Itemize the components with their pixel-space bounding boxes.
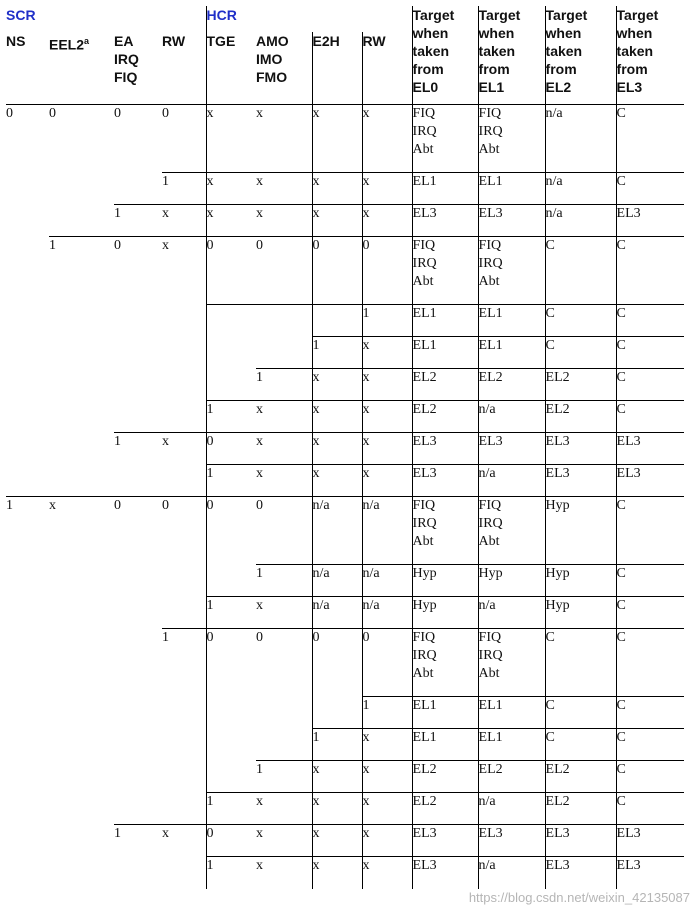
cell-eel2 xyxy=(49,465,114,497)
cell-target-el1: EL1 xyxy=(478,697,545,729)
cell-scr-rw: 1 xyxy=(162,173,206,205)
cell-target-el0: EL1 xyxy=(412,729,478,761)
cell-e2h: n/a xyxy=(312,497,362,565)
cell-eel2 xyxy=(49,433,114,465)
cell-target-el0: EL1 xyxy=(412,305,478,337)
cell-scr-rw: x xyxy=(162,205,206,237)
cell-ns xyxy=(6,565,49,597)
cell-ns xyxy=(6,173,49,205)
cell-target-el3: C xyxy=(616,565,684,597)
cell-target-el3: C xyxy=(616,697,684,729)
cell-e2h: x xyxy=(312,465,362,497)
cell-tge: 0 xyxy=(206,629,256,697)
cell-e2h: x xyxy=(312,173,362,205)
cell-target-el3: C xyxy=(616,401,684,433)
cell-amo-imo-fmo: 0 xyxy=(256,497,312,565)
cell-target-el0: EL3 xyxy=(412,433,478,465)
cell-ns xyxy=(6,369,49,401)
cell-tge xyxy=(206,729,256,761)
cell-hcr-rw: 0 xyxy=(362,237,412,305)
cell-ea-irq-fiq xyxy=(114,401,162,433)
cell-amo-imo-fmo: x xyxy=(256,173,312,205)
cell-target-el3: EL3 xyxy=(616,825,684,857)
cell-e2h: 0 xyxy=(312,629,362,697)
table-row xyxy=(6,497,684,565)
cell-target-el1: n/a xyxy=(478,401,545,433)
cell-ns xyxy=(6,305,49,337)
cell-amo-imo-fmo: 1 xyxy=(256,369,312,401)
cell-target-el2: n/a xyxy=(545,173,616,205)
cell-amo-imo-fmo xyxy=(256,729,312,761)
cell-eel2 xyxy=(49,565,114,597)
cell-ns xyxy=(6,433,49,465)
cell-e2h xyxy=(312,697,362,729)
cell-amo-imo-fmo: x xyxy=(256,465,312,497)
cell-target-el1: EL2 xyxy=(478,369,545,401)
cell-hcr-rw: x xyxy=(362,433,412,465)
cell-target-el3: C xyxy=(616,597,684,629)
cell-target-el1: EL2 xyxy=(478,761,545,793)
cell-ea-irq-fiq: 0 xyxy=(114,497,162,565)
cell-amo-imo-fmo xyxy=(256,337,312,369)
cell-eel2: 0 xyxy=(49,105,114,173)
table-row xyxy=(6,401,684,433)
cell-target-el0: EL3 xyxy=(412,857,478,889)
cell-target-el3: C xyxy=(616,497,684,565)
cell-scr-rw xyxy=(162,697,206,729)
cell-tge: x xyxy=(206,173,256,205)
cell-target-el1: EL1 xyxy=(478,173,545,205)
cell-hcr-rw: n/a xyxy=(362,597,412,629)
cell-hcr-rw: x xyxy=(362,761,412,793)
cell-scr-rw: x xyxy=(162,433,206,465)
cell-scr-rw: 0 xyxy=(162,105,206,173)
cell-amo-imo-fmo: x xyxy=(256,105,312,173)
cell-e2h: x xyxy=(312,105,362,173)
cell-hcr-rw: x xyxy=(362,401,412,433)
cell-target-el0: FIQ IRQ Abt xyxy=(412,629,478,697)
table-row xyxy=(6,761,684,793)
cell-target-el2: C xyxy=(545,237,616,305)
cell-target-el2: C xyxy=(545,729,616,761)
cell-tge: 0 xyxy=(206,433,256,465)
cell-target-el2: EL3 xyxy=(545,465,616,497)
cell-target-el2: Hyp xyxy=(545,565,616,597)
cell-ea-irq-fiq: 1 xyxy=(114,433,162,465)
cell-hcr-rw: 1 xyxy=(362,305,412,337)
cell-ns: 0 xyxy=(6,105,49,173)
cell-target-el3: C xyxy=(616,369,684,401)
table-row xyxy=(6,597,684,629)
cell-tge: 1 xyxy=(206,401,256,433)
cell-ns: 1 xyxy=(6,497,49,565)
cell-target-el3: C xyxy=(616,173,684,205)
cell-ea-irq-fiq xyxy=(114,857,162,889)
cell-ns xyxy=(6,205,49,237)
cell-hcr-rw: n/a xyxy=(362,565,412,597)
cell-scr-rw: x xyxy=(162,237,206,305)
cell-hcr-rw: 0 xyxy=(362,629,412,697)
cell-hcr-rw: x xyxy=(362,369,412,401)
cell-target-el0: Hyp xyxy=(412,565,478,597)
cell-e2h: n/a xyxy=(312,597,362,629)
cell-tge xyxy=(206,565,256,597)
cell-target-el1: EL3 xyxy=(478,433,545,465)
cell-ns xyxy=(6,697,49,729)
cell-eel2 xyxy=(49,825,114,857)
cell-target-el2: EL2 xyxy=(545,401,616,433)
cell-hcr-rw: x xyxy=(362,793,412,825)
cell-scr-rw xyxy=(162,337,206,369)
cell-eel2 xyxy=(49,337,114,369)
cell-ns xyxy=(6,401,49,433)
cell-ns xyxy=(6,237,49,305)
cell-eel2 xyxy=(49,205,114,237)
cell-scr-rw xyxy=(162,401,206,433)
cell-tge: x xyxy=(206,205,256,237)
table-row xyxy=(6,369,684,401)
cell-ns xyxy=(6,761,49,793)
hcr-group-header: HCR xyxy=(206,6,412,32)
cell-amo-imo-fmo: x xyxy=(256,205,312,237)
cell-e2h xyxy=(312,305,362,337)
cell-target-el2: EL3 xyxy=(545,825,616,857)
cell-tge: 0 xyxy=(206,825,256,857)
cell-amo-imo-fmo: x xyxy=(256,793,312,825)
cell-tge: 0 xyxy=(206,497,256,565)
cell-ea-irq-fiq xyxy=(114,761,162,793)
header-ea-irq-fiq: EA IRQ FIQ xyxy=(114,32,162,105)
cell-target-el2: n/a xyxy=(545,105,616,173)
cell-target-el0: FIQ IRQ Abt xyxy=(412,105,478,173)
cell-scr-rw xyxy=(162,369,206,401)
cell-scr-rw: 1 xyxy=(162,629,206,697)
cell-tge: x xyxy=(206,105,256,173)
cell-target-el1: FIQ IRQ Abt xyxy=(478,237,545,305)
cell-eel2 xyxy=(49,629,114,697)
cell-eel2 xyxy=(49,369,114,401)
cell-scr-rw xyxy=(162,305,206,337)
cell-tge xyxy=(206,337,256,369)
cell-ea-irq-fiq: 1 xyxy=(114,825,162,857)
table-row xyxy=(6,105,684,173)
cell-tge xyxy=(206,305,256,337)
cell-ea-irq-fiq xyxy=(114,729,162,761)
table-row xyxy=(6,729,684,761)
cell-target-el1: EL1 xyxy=(478,337,545,369)
cell-eel2 xyxy=(49,305,114,337)
table-row xyxy=(6,793,684,825)
table-body xyxy=(6,105,684,889)
table-row xyxy=(6,465,684,497)
cell-hcr-rw: x xyxy=(362,465,412,497)
cell-eel2 xyxy=(49,729,114,761)
cell-e2h: x xyxy=(312,205,362,237)
cell-hcr-rw: x xyxy=(362,105,412,173)
cell-e2h: x xyxy=(312,369,362,401)
cell-amo-imo-fmo: x xyxy=(256,825,312,857)
header-target-el2: Target when taken from EL2 xyxy=(545,6,616,105)
cell-e2h: n/a xyxy=(312,565,362,597)
table-row xyxy=(6,565,684,597)
cell-tge xyxy=(206,697,256,729)
cell-hcr-rw: x xyxy=(362,825,412,857)
cell-e2h: x xyxy=(312,825,362,857)
header-ns: NS xyxy=(6,32,49,105)
table-row xyxy=(6,629,684,697)
cell-amo-imo-fmo: x xyxy=(256,857,312,889)
cell-target-el0: EL2 xyxy=(412,401,478,433)
cell-target-el2: EL3 xyxy=(545,433,616,465)
cell-target-el3: C xyxy=(616,237,684,305)
cell-target-el1: Hyp xyxy=(478,565,545,597)
cell-target-el0: Hyp xyxy=(412,597,478,629)
cell-amo-imo-fmo: x xyxy=(256,433,312,465)
cell-e2h: 0 xyxy=(312,237,362,305)
cell-ns xyxy=(6,825,49,857)
cell-e2h: x xyxy=(312,433,362,465)
cell-tge: 1 xyxy=(206,597,256,629)
cell-target-el2: EL2 xyxy=(545,369,616,401)
cell-eel2 xyxy=(49,401,114,433)
table-row xyxy=(6,857,684,889)
cell-scr-rw xyxy=(162,857,206,889)
header-target-el1: Target when taken from EL1 xyxy=(478,6,545,105)
cell-target-el2: EL3 xyxy=(545,857,616,889)
cell-scr-rw xyxy=(162,793,206,825)
header-target-el0: Target when taken from EL0 xyxy=(412,6,478,105)
cell-scr-rw: x xyxy=(162,825,206,857)
header-target-el3: Target when taken from EL3 xyxy=(616,6,684,105)
cell-amo-imo-fmo: 1 xyxy=(256,565,312,597)
cell-ns xyxy=(6,793,49,825)
cell-target-el0: FIQ IRQ Abt xyxy=(412,237,478,305)
cell-ns xyxy=(6,729,49,761)
cell-eel2: 1 xyxy=(49,237,114,305)
cell-target-el0: EL1 xyxy=(412,173,478,205)
cell-e2h: x xyxy=(312,857,362,889)
table-row xyxy=(6,337,684,369)
cell-target-el0: EL2 xyxy=(412,793,478,825)
cell-target-el1: EL3 xyxy=(478,205,545,237)
cell-e2h: 1 xyxy=(312,729,362,761)
cell-target-el3: C xyxy=(616,729,684,761)
cell-target-el2: C xyxy=(545,337,616,369)
cell-scr-rw xyxy=(162,597,206,629)
cell-e2h: x xyxy=(312,401,362,433)
cell-scr-rw: 0 xyxy=(162,497,206,565)
cell-target-el0: EL2 xyxy=(412,761,478,793)
cell-tge xyxy=(206,761,256,793)
cell-ea-irq-fiq xyxy=(114,629,162,697)
cell-eel2 xyxy=(49,173,114,205)
cell-ea-irq-fiq xyxy=(114,337,162,369)
cell-target-el3: C xyxy=(616,337,684,369)
footnote-marker: a xyxy=(84,36,90,46)
cell-target-el3: EL3 xyxy=(616,465,684,497)
cell-target-el3: C xyxy=(616,629,684,697)
cell-e2h: 1 xyxy=(312,337,362,369)
cell-target-el1: n/a xyxy=(478,857,545,889)
cell-eel2 xyxy=(49,761,114,793)
cell-amo-imo-fmo: 0 xyxy=(256,629,312,697)
cell-target-el2: Hyp xyxy=(545,597,616,629)
routing-table xyxy=(6,6,684,889)
table-row xyxy=(6,173,684,205)
table-row xyxy=(6,433,684,465)
cell-amo-imo-fmo xyxy=(256,697,312,729)
cell-target-el3: EL3 xyxy=(616,433,684,465)
cell-target-el0: EL1 xyxy=(412,337,478,369)
cell-target-el2: Hyp xyxy=(545,497,616,565)
cell-ns xyxy=(6,857,49,889)
cell-ea-irq-fiq xyxy=(114,173,162,205)
cell-ea-irq-fiq xyxy=(114,697,162,729)
table-row xyxy=(6,205,684,237)
table-row xyxy=(6,825,684,857)
cell-target-el3: C xyxy=(616,305,684,337)
cell-hcr-rw: n/a xyxy=(362,497,412,565)
cell-eel2 xyxy=(49,597,114,629)
cell-target-el2: EL2 xyxy=(545,793,616,825)
cell-target-el3: EL3 xyxy=(616,857,684,889)
cell-scr-rw xyxy=(162,761,206,793)
cell-e2h: x xyxy=(312,761,362,793)
cell-target-el0: EL3 xyxy=(412,825,478,857)
cell-eel2 xyxy=(49,793,114,825)
cell-amo-imo-fmo: x xyxy=(256,597,312,629)
cell-target-el2: C xyxy=(545,305,616,337)
header-amo-imo-fmo: AMO IMO FMO xyxy=(256,32,312,105)
table-row xyxy=(6,697,684,729)
cell-target-el0: EL2 xyxy=(412,369,478,401)
cell-target-el1: n/a xyxy=(478,597,545,629)
cell-target-el1: FIQ IRQ Abt xyxy=(478,105,545,173)
cell-target-el0: EL3 xyxy=(412,205,478,237)
header-eel2: EEL2$^a$ xyxy=(49,32,114,105)
header-hcr-rw: RW xyxy=(362,32,412,105)
table-row xyxy=(6,237,684,305)
cell-ea-irq-fiq xyxy=(114,465,162,497)
watermark: https://blog.csdn.net/weixin_42135087 xyxy=(468,890,690,905)
cell-target-el1: EL1 xyxy=(478,305,545,337)
scr-group-header: SCR xyxy=(6,7,36,23)
cell-eel2 xyxy=(49,857,114,889)
cell-ea-irq-fiq: 1 xyxy=(114,205,162,237)
cell-ns xyxy=(6,597,49,629)
cell-ea-irq-fiq xyxy=(114,305,162,337)
cell-ns xyxy=(6,337,49,369)
cell-tge: 1 xyxy=(206,465,256,497)
cell-ea-irq-fiq: 0 xyxy=(114,105,162,173)
cell-ea-irq-fiq xyxy=(114,369,162,401)
cell-target-el2: n/a xyxy=(545,205,616,237)
cell-target-el3: C xyxy=(616,793,684,825)
cell-e2h: x xyxy=(312,793,362,825)
cell-target-el2: EL2 xyxy=(545,761,616,793)
cell-scr-rw xyxy=(162,729,206,761)
header-scr-rw: RW xyxy=(162,32,206,105)
cell-target-el2: C xyxy=(545,697,616,729)
cell-tge xyxy=(206,369,256,401)
cell-target-el1: n/a xyxy=(478,793,545,825)
cell-target-el1: FIQ IRQ Abt xyxy=(478,629,545,697)
cell-target-el1: FIQ IRQ Abt xyxy=(478,497,545,565)
cell-amo-imo-fmo: 0 xyxy=(256,237,312,305)
header-e2h: E2H xyxy=(312,32,362,105)
cell-ns xyxy=(6,629,49,697)
cell-tge: 0 xyxy=(206,237,256,305)
cell-target-el0: EL1 xyxy=(412,697,478,729)
cell-target-el1: EL1 xyxy=(478,729,545,761)
cell-ea-irq-fiq xyxy=(114,565,162,597)
cell-amo-imo-fmo: x xyxy=(256,401,312,433)
table-row xyxy=(6,305,684,337)
cell-hcr-rw: x xyxy=(362,173,412,205)
cell-amo-imo-fmo: 1 xyxy=(256,761,312,793)
cell-hcr-rw: x xyxy=(362,205,412,237)
cell-amo-imo-fmo xyxy=(256,305,312,337)
cell-target-el1: n/a xyxy=(478,465,545,497)
cell-target-el0: FIQ IRQ Abt xyxy=(412,497,478,565)
cell-target-el3: C xyxy=(616,761,684,793)
cell-hcr-rw: x xyxy=(362,857,412,889)
cell-eel2: x xyxy=(49,497,114,565)
cell-ea-irq-fiq xyxy=(114,793,162,825)
cell-tge: 1 xyxy=(206,857,256,889)
cell-hcr-rw: x xyxy=(362,337,412,369)
cell-scr-rw xyxy=(162,465,206,497)
cell-target-el3: C xyxy=(616,105,684,173)
cell-target-el2: C xyxy=(545,629,616,697)
header-tge: TGE xyxy=(206,32,256,105)
cell-target-el1: EL3 xyxy=(478,825,545,857)
cell-hcr-rw: x xyxy=(362,729,412,761)
cell-scr-rw xyxy=(162,565,206,597)
cell-target-el0: EL3 xyxy=(412,465,478,497)
cell-eel2 xyxy=(49,697,114,729)
cell-ea-irq-fiq xyxy=(114,597,162,629)
cell-tge: 1 xyxy=(206,793,256,825)
cell-hcr-rw: 1 xyxy=(362,697,412,729)
cell-ns xyxy=(6,465,49,497)
cell-target-el3: EL3 xyxy=(616,205,684,237)
cell-ea-irq-fiq: 0 xyxy=(114,237,162,305)
